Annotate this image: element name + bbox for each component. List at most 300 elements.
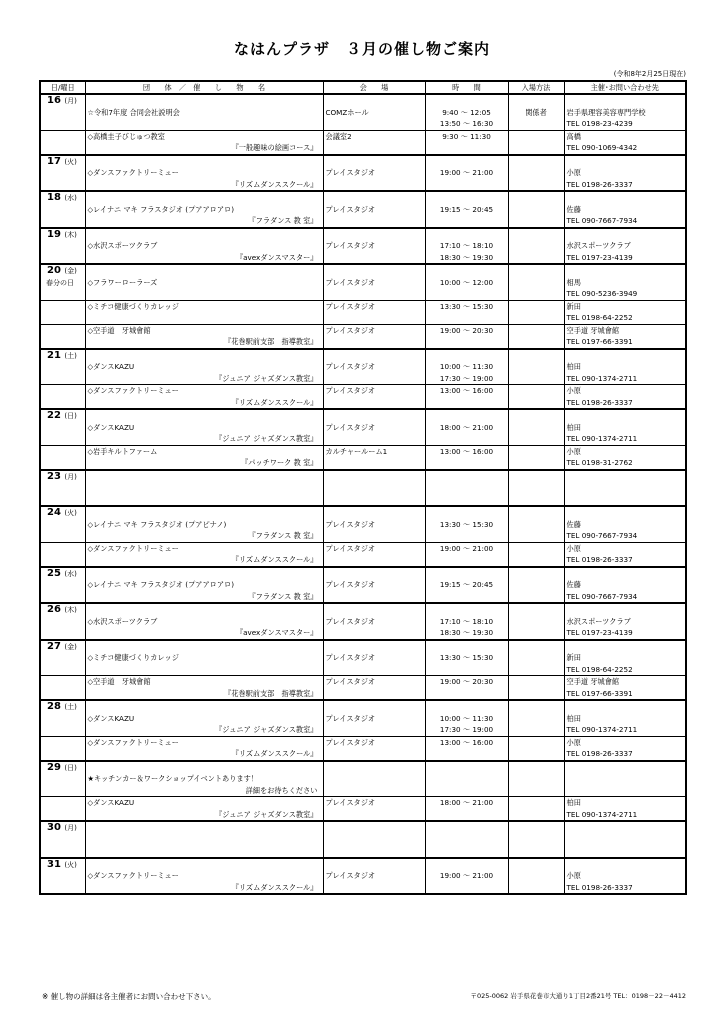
entry-cell (508, 409, 564, 445)
cell-line (326, 336, 423, 348)
cell-line: ◇レイナニ マキ フラスタジオ (プアアロアロ) (87, 580, 235, 589)
time-cell (425, 155, 508, 192)
event-cell (85, 858, 323, 895)
date-cell (40, 385, 85, 410)
cell-line (428, 215, 506, 227)
cell-line: 13:00 ～ 16:00 (439, 446, 494, 456)
header-date: 日/曜日 (40, 81, 85, 94)
holiday-label (43, 423, 83, 435)
entry-cell (508, 797, 564, 822)
cell-line: TEL 0197-66-3391 (566, 337, 633, 346)
cell-line: 10:00 ～ 11:30 (439, 362, 494, 371)
cell-line: プレイスタジオ (325, 386, 376, 395)
cell-line (88, 410, 321, 422)
table-row (40, 264, 686, 300)
cell-line (428, 809, 506, 821)
venue-cell (323, 506, 425, 542)
cell-line: 水沢スポーツクラブ (566, 616, 631, 626)
cell-line: 13:00 ～ 16:00 (439, 737, 494, 747)
event-cell (85, 191, 323, 228)
cell-line (428, 457, 506, 469)
entry-cell (508, 676, 564, 701)
venue-cell (323, 155, 425, 192)
cell-line (567, 701, 684, 713)
event-cell (85, 736, 323, 761)
cell-line (567, 785, 684, 797)
time-cell (425, 470, 508, 507)
event-cell (85, 130, 323, 155)
table-row (40, 191, 686, 228)
cell-line (428, 859, 506, 871)
table-row (40, 700, 686, 736)
entry-cell (508, 603, 564, 640)
cell-line: 関係者 (525, 107, 547, 117)
cell-line (428, 312, 506, 324)
cell-line: ◇ダンスファクトリーミュー (87, 386, 179, 395)
day-number: 28 (47, 701, 61, 712)
day-label (43, 192, 83, 205)
holiday-label (43, 653, 83, 665)
venue-cell (323, 761, 425, 797)
time-cell (425, 761, 508, 797)
cell-line (511, 457, 562, 469)
cell-line (428, 748, 506, 760)
cell-line (428, 641, 506, 653)
cell-line (428, 591, 506, 603)
cell-line: プレイスタジオ (325, 871, 376, 880)
entry-cell (508, 445, 564, 470)
date-cell (40, 264, 85, 300)
cell-line (428, 336, 506, 348)
time-cell (425, 349, 508, 385)
cell-line (428, 762, 506, 774)
cell-line: 18:30 ～ 19:30 (439, 628, 494, 637)
cell-line (567, 604, 684, 616)
date-cell (40, 858, 85, 895)
entry-cell (508, 264, 564, 300)
event-cell (85, 349, 323, 385)
cell-line (326, 809, 423, 821)
cell-line: 『フラダンス 教 室』 (248, 591, 318, 601)
holiday-label (43, 871, 83, 883)
cell-line (567, 494, 684, 506)
venue-cell (323, 542, 425, 567)
venue-cell (323, 445, 425, 470)
cell-line: 17:10 ～ 18:10 (439, 241, 494, 250)
weekday: (火) (64, 860, 77, 869)
cell-line (567, 350, 684, 362)
day-label (43, 265, 83, 278)
cell-line: 13:30 ～ 15:30 (439, 519, 494, 529)
cell-line (88, 641, 321, 653)
cell-line: 『一般趣味の絵画コース』 (231, 143, 318, 152)
cell-line (567, 773, 684, 785)
time-cell (425, 324, 508, 349)
event-cell (85, 567, 323, 604)
cell-line (511, 676, 562, 688)
contact-cell (564, 228, 686, 265)
entry-cell (508, 385, 564, 410)
table-row (40, 640, 686, 676)
cell-line: プレイスタジオ (325, 519, 376, 529)
contact-cell (564, 761, 686, 797)
cell-line (326, 822, 423, 834)
holiday-label (43, 714, 83, 726)
cell-line (428, 179, 506, 191)
date-cell (40, 300, 85, 324)
day-label (43, 507, 83, 520)
cell-line (88, 604, 321, 616)
cell-line (511, 277, 562, 289)
table-row (40, 470, 686, 507)
cell-line: 『リズムダンススクール』 (231, 179, 318, 189)
entry-cell (508, 94, 564, 130)
date-cell (40, 228, 85, 265)
cell-line (511, 773, 562, 785)
cell-line: 『パッチワーク 教 室』 (241, 458, 318, 467)
event-cell (85, 445, 323, 470)
cell-line (88, 762, 321, 774)
cell-line: プレイスタジオ (325, 713, 376, 723)
cell-line: 空手道 牙城會館 (566, 677, 620, 686)
contact-cell (564, 349, 686, 385)
cell-line: 水沢スポーツクラブ (566, 241, 631, 250)
weekday: (土) (64, 351, 77, 360)
time-cell (425, 409, 508, 445)
cell-line (88, 822, 321, 834)
time-cell (425, 191, 508, 228)
cell-line (511, 95, 562, 107)
time-cell (425, 300, 508, 324)
cell-line (567, 156, 684, 168)
weekday: (火) (64, 509, 77, 517)
contact-cell (564, 821, 686, 858)
venue-cell (323, 676, 425, 701)
date-cell (40, 676, 85, 701)
day-number: 27 (47, 640, 61, 652)
cell-line (428, 350, 506, 362)
table-row (40, 821, 686, 858)
table-row (40, 94, 686, 130)
table-row (40, 676, 686, 701)
cell-line: ◇水沢スポーツクラブ (87, 241, 158, 250)
table-row (40, 228, 686, 265)
cell-line (326, 312, 423, 324)
cell-line (511, 737, 562, 749)
event-cell (85, 155, 323, 192)
header-contact: 主催･お問い合わせ先 (564, 81, 686, 94)
cell-line: TEL 090-1374-2711 (566, 809, 638, 819)
cell-line: TEL 0198-26-3337 (566, 555, 633, 564)
cell-line: ◇ダンスKAZU (87, 362, 135, 371)
entry-cell (508, 506, 564, 542)
contact-cell (564, 858, 686, 895)
event-cell (85, 300, 323, 324)
cell-line (88, 834, 321, 846)
cell-line (567, 410, 684, 422)
cell-line (88, 312, 321, 324)
cell-line: プレイスタジオ (325, 168, 376, 177)
cell-line: プレイスタジオ (325, 798, 376, 807)
venue-cell (323, 640, 425, 676)
holiday-label (43, 108, 83, 120)
event-cell (85, 676, 323, 701)
cell-line (428, 471, 506, 483)
cell-line: 高橋 (566, 131, 581, 141)
cell-line (511, 688, 562, 700)
cell-line: 『花巻駅前支部 指導教室』 (224, 688, 318, 698)
cell-line: ◇空手道 牙城會館 (87, 677, 151, 686)
table-row (40, 736, 686, 761)
cell-line (88, 95, 321, 107)
event-cell (85, 542, 323, 567)
day-label (43, 350, 83, 363)
entry-cell (508, 567, 564, 604)
cell-line: プレイスタジオ (325, 277, 376, 287)
time-cell (425, 94, 508, 130)
time-cell (425, 858, 508, 895)
cell-line (511, 142, 562, 154)
cell-line: 19:00 ～ 20:30 (439, 677, 494, 686)
cell-line (88, 701, 321, 713)
date-cell (40, 349, 85, 385)
cell-line (567, 507, 684, 519)
table-row (40, 349, 686, 385)
cell-line: 『リズムダンススクール』 (231, 555, 318, 564)
cell-line (511, 410, 562, 422)
cell-line (511, 554, 562, 566)
weekday: (月) (64, 824, 77, 832)
header-venue: 会 場 (323, 81, 425, 94)
date-cell (40, 700, 85, 736)
cell-line (88, 664, 321, 676)
time-cell (425, 821, 508, 858)
event-cell (85, 821, 323, 858)
cell-line (511, 301, 562, 313)
cell-line (567, 641, 684, 653)
holiday-label (43, 835, 83, 847)
day-number: 18 (47, 192, 61, 203)
cell-line (511, 519, 562, 531)
cell-line: ◇ミチコ健康づくりカレッジ (87, 301, 179, 311)
cell-line (326, 457, 423, 469)
cell-line (428, 156, 506, 168)
venue-cell (323, 228, 425, 265)
cell-line (428, 265, 506, 277)
cell-line: TEL 0198-31-2762 (566, 458, 633, 467)
cell-line (326, 641, 423, 653)
cell-line: TEL 090-1374-2711 (566, 373, 638, 383)
cell-line (88, 350, 321, 362)
venue-cell (323, 858, 425, 895)
venue-cell (323, 191, 425, 228)
day-number: 22 (47, 410, 61, 421)
cell-line (326, 568, 423, 580)
cell-line: ◇水沢スポーツクラブ (87, 616, 158, 626)
cell-line: プレイスタジオ (325, 616, 376, 626)
cell-line (567, 229, 684, 241)
cell-line: TEL 0198-26-3337 (566, 882, 633, 892)
cell-line: 新田 (566, 653, 581, 662)
event-cell (85, 228, 323, 265)
date-cell (40, 603, 85, 640)
date-cell (40, 542, 85, 567)
cell-line: 柏田 (566, 362, 581, 371)
cell-line (511, 312, 562, 324)
cell-line: TEL 0198-23-4239 (566, 119, 633, 128)
date-cell (40, 736, 85, 761)
header-entry: 入場方法 (508, 81, 564, 94)
venue-cell (323, 409, 425, 445)
time-cell (425, 603, 508, 640)
entry-cell (508, 324, 564, 349)
cell-line: 『ジュニア ジャズダンス教室』 (215, 809, 318, 819)
day-label (43, 229, 83, 242)
table-row (40, 324, 686, 349)
cell-line: 『花巻駅前支部 指導教室』 (224, 337, 318, 346)
contact-cell (564, 603, 686, 640)
day-label (43, 859, 83, 872)
weekday: (日) (64, 763, 77, 772)
cell-line (326, 482, 423, 494)
holiday-label (43, 168, 83, 180)
contact-cell (564, 191, 686, 228)
cell-line (567, 822, 684, 834)
cell-line: 『avexダンスマスター』 (235, 252, 318, 262)
cell-line: 小原 (566, 386, 581, 395)
cell-line: TEL 090-7667-7934 (566, 216, 638, 225)
date-cell (40, 445, 85, 470)
cell-line: ◇ダンスファクトリーミュー (87, 543, 179, 553)
venue-cell (323, 264, 425, 300)
time-cell (425, 506, 508, 542)
contact-cell (564, 130, 686, 155)
table-row (40, 445, 686, 470)
cell-line (326, 688, 423, 700)
cell-line: 佐藤 (566, 580, 581, 589)
cell-line (428, 604, 506, 616)
entry-cell (508, 640, 564, 676)
cell-line (511, 192, 562, 204)
cell-line (326, 95, 423, 107)
cell-line (326, 192, 423, 204)
contact-cell (564, 445, 686, 470)
cell-line: ☆令和7年度 合同会社説明会 (87, 107, 180, 117)
cell-line (428, 229, 506, 241)
day-label (43, 95, 83, 108)
contact-cell (564, 506, 686, 542)
cell-line: 詳細をお待ちください (245, 785, 318, 795)
cell-line: 小原 (566, 871, 581, 880)
date-cell (40, 797, 85, 822)
cell-line: ◇ミチコ健康づくりカレッジ (87, 653, 179, 662)
holiday-label (43, 617, 83, 629)
cell-line: ★キッチンカー＆ワークショップイベントあります！ (87, 774, 258, 783)
cell-line (428, 845, 506, 857)
cell-line: 19:00 ～ 20:30 (439, 325, 494, 335)
day-number: 20 (47, 265, 61, 276)
cell-line (511, 652, 562, 664)
holiday-label (43, 205, 83, 217)
time-cell (425, 264, 508, 300)
cell-line (88, 229, 321, 241)
day-number: 29 (47, 761, 61, 773)
cell-line (511, 507, 562, 519)
cell-line: 13:50 ～ 16:30 (439, 119, 494, 128)
date-cell (40, 191, 85, 228)
cell-line (511, 131, 562, 143)
table-row (40, 603, 686, 640)
date-cell (40, 640, 85, 676)
cell-line (511, 229, 562, 241)
cell-line: TEL 0198-26-3337 (566, 179, 633, 189)
cell-line: ◇ダンスKAZU (87, 422, 135, 432)
weekday: (水) (64, 569, 77, 578)
cell-line (428, 882, 506, 894)
cell-line: 9:40 ～ 12:05 (442, 107, 491, 117)
cell-line (511, 870, 562, 882)
date-cell (40, 155, 85, 192)
cell-line (88, 288, 321, 300)
cell-line (511, 167, 562, 179)
cell-line: TEL 0198-26-3337 (566, 397, 633, 407)
cell-line (428, 95, 506, 107)
date-cell (40, 470, 85, 507)
cell-line (511, 859, 562, 871)
weekday: (木) (64, 606, 77, 614)
event-cell (85, 797, 323, 822)
cell-line: TEL 0197-23-4139 (566, 628, 633, 637)
day-number: 21 (47, 349, 61, 361)
contact-cell (564, 542, 686, 567)
cell-line: 『avexダンスマスター』 (235, 628, 318, 637)
entry-cell (508, 542, 564, 567)
holiday-label (43, 520, 83, 532)
day-number: 31 (47, 858, 61, 870)
table-row (40, 130, 686, 155)
cell-line (511, 361, 562, 373)
cell-line: TEL 0197-66-3391 (566, 688, 633, 698)
cell-line: プレイスタジオ (325, 543, 376, 553)
weekday: (木) (64, 230, 77, 239)
cell-line (511, 336, 562, 348)
time-cell (425, 542, 508, 567)
time-cell (425, 676, 508, 701)
day-number: 23 (47, 470, 61, 482)
contact-cell (564, 94, 686, 130)
cell-line (511, 265, 562, 277)
contact-cell (564, 264, 686, 300)
cell-line (511, 797, 562, 809)
venue-cell (323, 349, 425, 385)
cell-line (511, 350, 562, 362)
cell-line (428, 482, 506, 494)
date-cell (40, 567, 85, 604)
cell-line: 『ジュニア ジャズダンス教室』 (215, 373, 318, 383)
day-number: 30 (47, 822, 61, 833)
venue-cell (323, 324, 425, 349)
date-cell (40, 130, 85, 155)
cell-line (428, 822, 506, 834)
cell-line: カルチャールーム1 (325, 446, 388, 456)
cell-line (511, 156, 562, 168)
cell-line (428, 554, 506, 566)
day-label (43, 604, 83, 617)
cell-line (511, 204, 562, 216)
cell-line: 10:00 ～ 12:00 (439, 277, 494, 287)
footer-address: 〒025-0062 岩手県花巻市大通り1丁目2番21号 TEL：0198－22－4412 (470, 992, 686, 1000)
contact-cell (564, 736, 686, 761)
